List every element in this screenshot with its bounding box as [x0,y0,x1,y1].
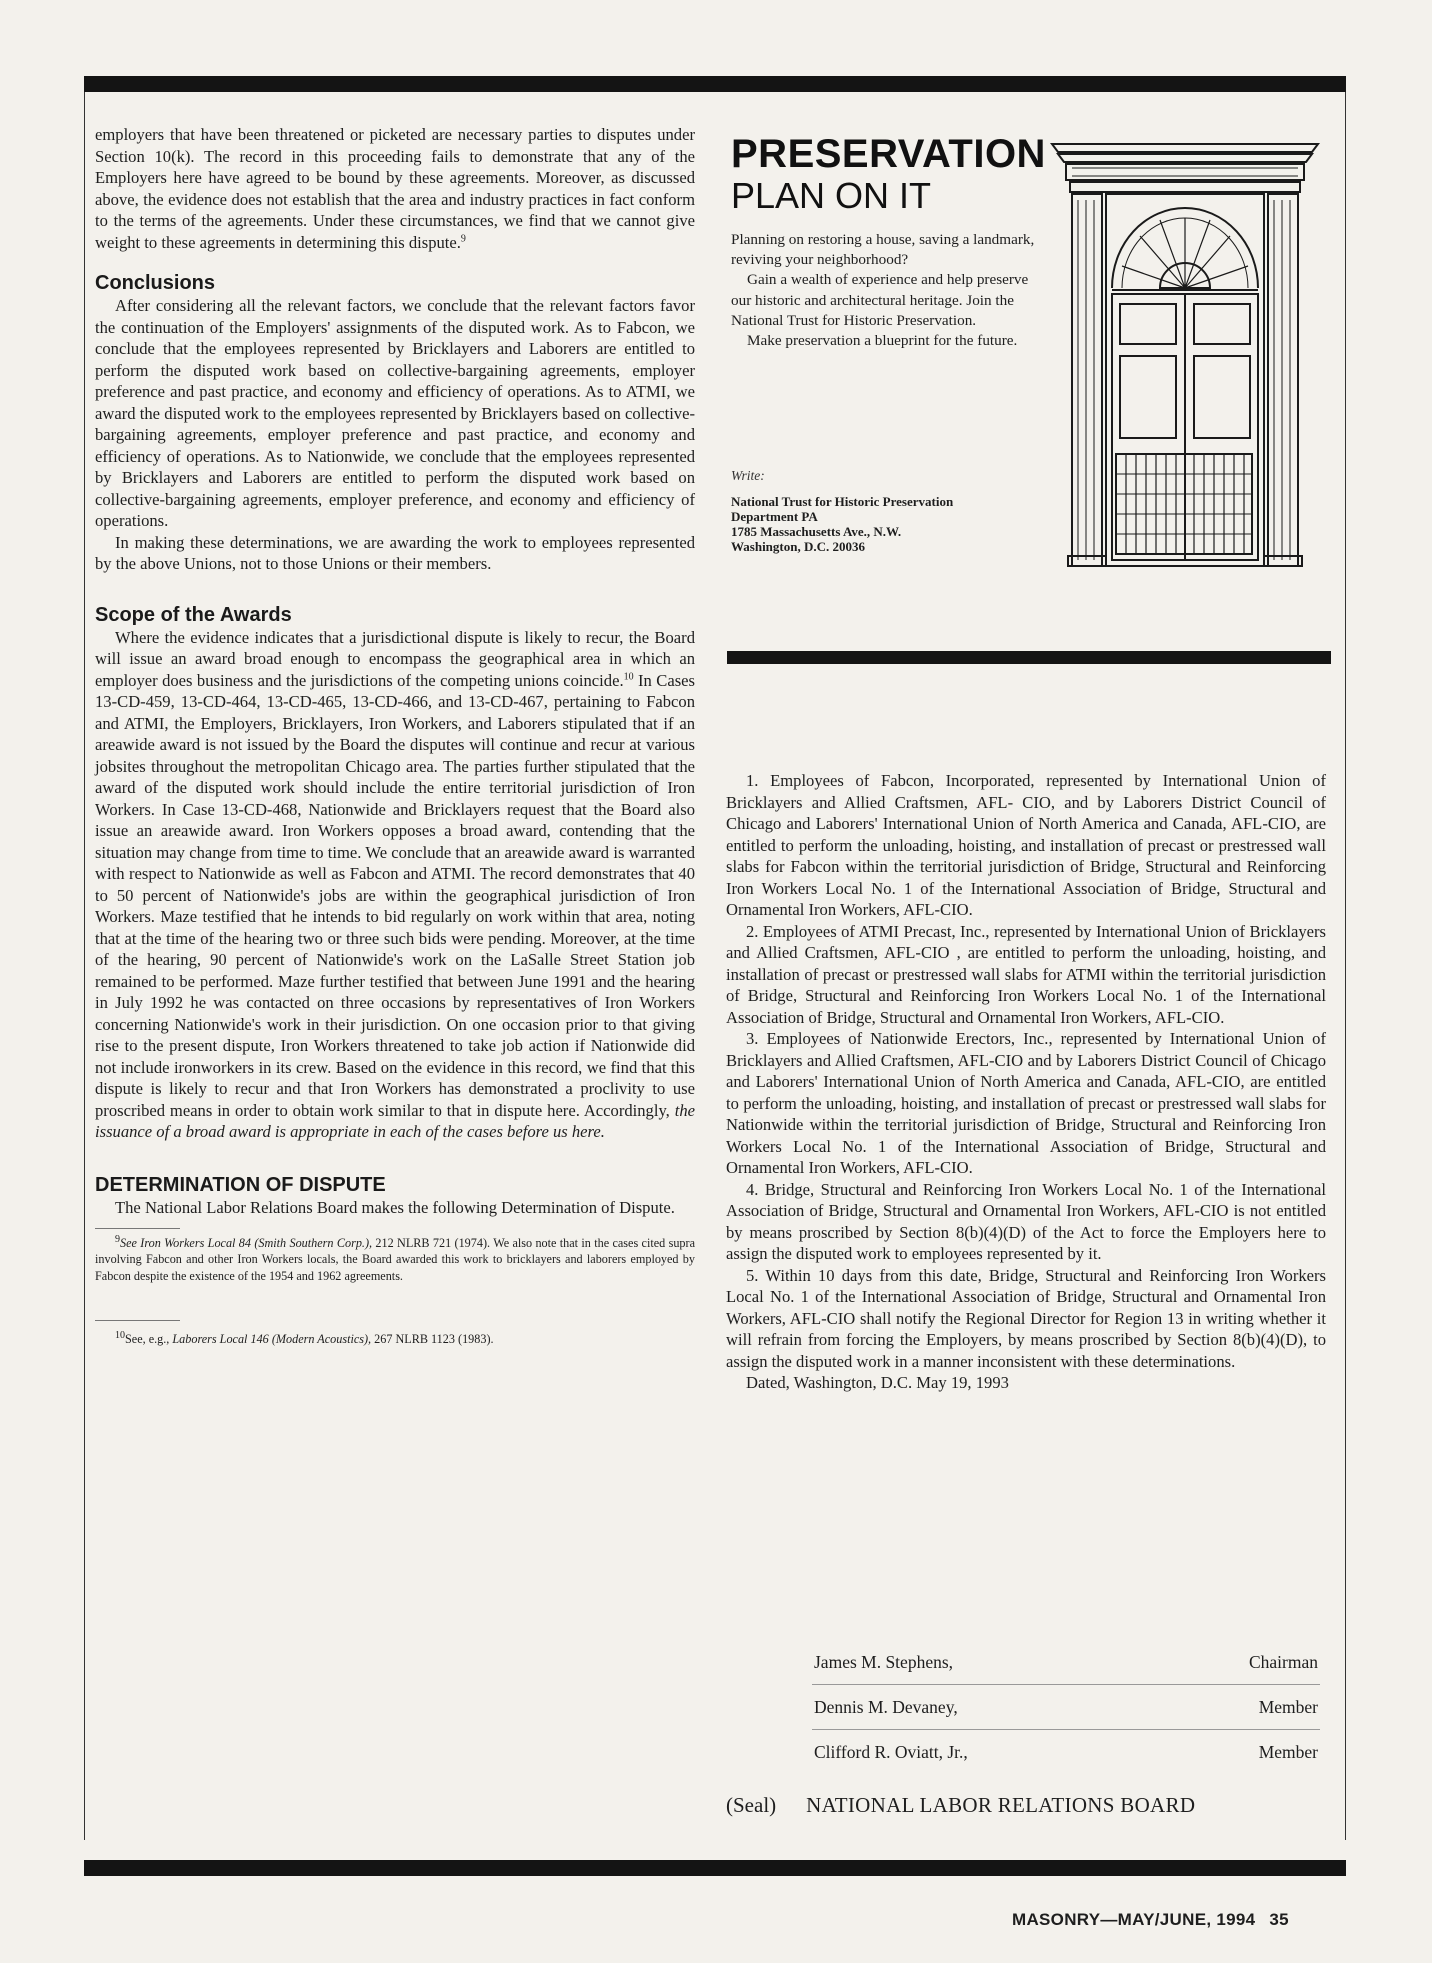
conclusions-paragraph: After considering all the relevant factors, we conclude that the relevant factors favor the continuation of the Employers' assignments of the disputed work. As to Fabcon, we conclude that the employees represented by Bricklayers and Laborers are entitled to perform the disputed work based on collective-bargaining agreements, employer preference and past practice, and economy and efficiency of operations. As to ATMI, we award the disputed work to the employees represented by Bricklayers based on collective-bargaining agreements, employer preference and past practice, and economy and efficiency of operations. As to Nationwide, we conclude that the employees represented by Bricklayers and Laborers are entitled to perform the disputed work based on collective-bargaining agreements, employer preference, and economy and efficiency of operations. [95,296,695,530]
determination-item-2: 2. Employees of ATMI Precast, Inc., represented by International Union of Bricklayers and Allied Craftsmen, AFL-CIO , are entitled to perform the unloading, hoisting, and installation of precast or prestressed wall slabs for ATMI within the territorial jurisdiction of Bridge, Structural and Reinforcing Iron Workers Local No. 1 of the International Association of Bridge, Structural and Ornamental Iron Workers, AFL-CIO. [726,921,1326,1027]
seal-label: (Seal) [726,1793,777,1817]
page-footer [1012,1910,1289,1930]
ad-body [731,230,1051,351]
ad-title: PRESERVATION [731,132,1046,176]
determination-item-4: 4. Bridge, Structural and Reinforcing Iron Workers Local No. 1 of the International Association of Bridge, Structural and Ornamental Iron Workers, AFL-CIO is not entitled by means proscribed by Section 8(b)(4)(D) of the Act to force the Employers here to assign the disputed work to employees represented by it. [726,1179,1326,1263]
conclusions-paragraph-2: In making these determinations, we are awarding the work to employees represented by the above Unions, not to those Unions or their members. [95,532,695,573]
preservation-ad [728,130,1328,570]
ad-subtitle: PLAN ON IT [731,175,932,216]
intro-paragraph: employers that have been threatened or picketed are necessary parties to disputes under Section 10(k). The record in this proceeding fails to demonstrate that any of the Employers here have agreed to be bound by these agreements. Moreover, as discussed above, the evidence does not establish that the area and industry practices in fact conform to the terms of the agreements. Under these circumstances, we find that we cannot give weight to these agreements in determining this dispute.$^9$ [95,125,695,252]
top-rule [84,76,1346,92]
footnote-10: $^{10}$See, e.g., Laborers Local 146 (Modern Acoustics), 267 NLRB 1123 (1983). [115,1330,494,1347]
signature-block [812,1640,1320,1774]
determination-item-5: 5. Within 10 days from this date, Bridge, Structural and Reinforcing Iron Workers Local No. 1 of the International Association of Bridge, Structural and Ornamental Iron Workers, AFL-CIO shall notify the Regional Director for Region 13 in writing whether it will refrain from forcing the Employers, by means proscribed by Section 8(b)(4)(D), to assign the disputed work in a manner inconsistent with these determinations. [726,1265,1326,1371]
determination-items [726,770,1326,1394]
signature-row: Clifford R. Oviatt, Jr., Member [814,1741,1318,1762]
dated-line: Dated, Washington, D.C. May 19, 1993 [746,1373,1009,1392]
footnote-rule [95,1228,180,1229]
ad-write-label: Write: [731,468,765,483]
ad-paragraph: Make preservation a blueprint for the future. [747,332,1018,350]
seal-line [726,1793,1195,1818]
footnote-9: $^9$See Iron Workers Local 84 (Smith Southern Corp.), 212 NLRB 721 (1974). We also note that in the cases cited supra involving Fabcon and other Iron Workers locals, the Board awarded this work to bricklayers and laborers employed by Fabcon despite the existence of the 1954 and 1962 agreements. [95,1233,695,1283]
page-number: 35 [1269,1910,1289,1929]
scope-paragraph: Where the evidence indicates that a jurisdictional dispute is likely to recur, the Board will issue an award broad enough to encompass the geographical area in which an employer does business and the jurisdictions of the competing unions coincide.$^{10}$ In Cases 13-CD-459, 13-CD-464, 13-CD-465, 13-CD-466, and 13-CD-467, pertaining to Fabcon and ATMI, the Employers, Bricklayers, Iron Workers, and Laborers stipulated that if an areawide award is not issued by the Board the disputes will continue and recur at various jobsites throughout the metropolitan Chicago area. The parties further stipulated that the award of the disputed work should include the entire territorial jurisdiction of Iron Workers. In Case 13-CD-468, Nationwide and Bricklayers request that the Board also issue an areawide award. Iron Workers opposes a broad award, contending that the situation may change from time to time. We conclude that an areawide award is warranted with respect to Nationwide as well as Fabcon and ATMI. The record demonstrates that 40 to 50 percent of Nationwide's jobs are within the geographical jurisdiction of Iron Workers. Maze testified that he intends to bid regularly on work within that area, noting that at the time of the hearing two or three such bids were pending. Moreover, at the time of the hearing, 90 percent of Nationwide's work on the LaSalle Street Station job remained to be performed. Maze further testified that between June 1991 and the hearing in July 1992 he was contacted on three occasions by representatives of Iron Workers concerning Nationwide's work in their jurisdiction. On one occasion prior to that giving rise to the present dispute, Iron Workers threatened to take job action if Nationwide did not include ironworkers in its crew. Based on the evidence in this record, we find that this dispute is likely to recur and that Iron Workers has demonstrated a proclivity to use proscribed means in order to obtain work similar to that in dispute here. Accordingly, the issuance of a broad award is appropriate in each of the cases before us here. [95,627,695,1141]
ad-paragraph: Gain a wealth of experience and help preserve our historic and architectural heritage. Join the National Trust for Historic Preservation. [731,271,1029,329]
footnote-rule [95,1320,180,1321]
signature-row: James M. Stephens, Chairman [812,1640,1320,1685]
bottom-rule [84,1860,1346,1876]
ad-address: National Trust for Historic Preservation Department PA 1785 Massachusetts Ave., N.W. Washington, D.C. 20036 [731,494,954,554]
determination-heading: DETERMINATION OF DISPUTE [95,1173,386,1196]
conclusions-heading: Conclusions [95,272,216,294]
board-name: NATIONAL LABOR RELATIONS BOARD [806,1793,1196,1817]
section-rule [727,651,1331,664]
determination-item-1: 1. Employees of Fabcon, Incorporated, represented by International Union of Bricklayers and Allied Craftsmen, AFL- CIO, and by Laborers District Council of Chicago and Laborers' International Union of North America and Canada, AFL-CIO, are entitled to perform the unloading, hoisting, and installation of precast or prestressed wall slabs for Fabcon within the territorial jurisdiction of Bridge, Structural and Reinforcing Iron Workers Local No. 1 of the International Association of Bridge, Structural and Ornamental Iron Workers, AFL-CIO. [726,771,1326,919]
doorway-illustration-icon [1050,138,1320,568]
scope-heading: Scope of the Awards [95,603,292,626]
publication-name: MASONRY—MAY/JUNE, 1994 [1012,1910,1256,1929]
left-column [95,124,695,1348]
determination-paragraph: The National Labor Relations Board makes the following Determination of Dispute. [115,1197,675,1217]
determination-item-3: 3. Employees of Nationwide Erectors, Inc., represented by International Union of Bricklayers and Allied Craftsmen, AFL-CIO and by Laborers District Council of Chicago and Laborers' International Union of North America and Canada, AFL-CIO, are entitled to perform the unloading, hoisting, and installation of precast or prestressed wall slabs for Nationwide within the territorial jurisdiction of Bridge, Structural and Reinforcing Iron Workers Local No. 1 of the International Association of Bridge, Structural and Ornamental Iron Workers, AFL-CIO. [726,1029,1326,1177]
ad-paragraph: Planning on restoring a house, saving a landmark, reviving your neighborhood? [731,231,1035,269]
signature-row: Dennis M. Devaney, Member [812,1685,1320,1730]
